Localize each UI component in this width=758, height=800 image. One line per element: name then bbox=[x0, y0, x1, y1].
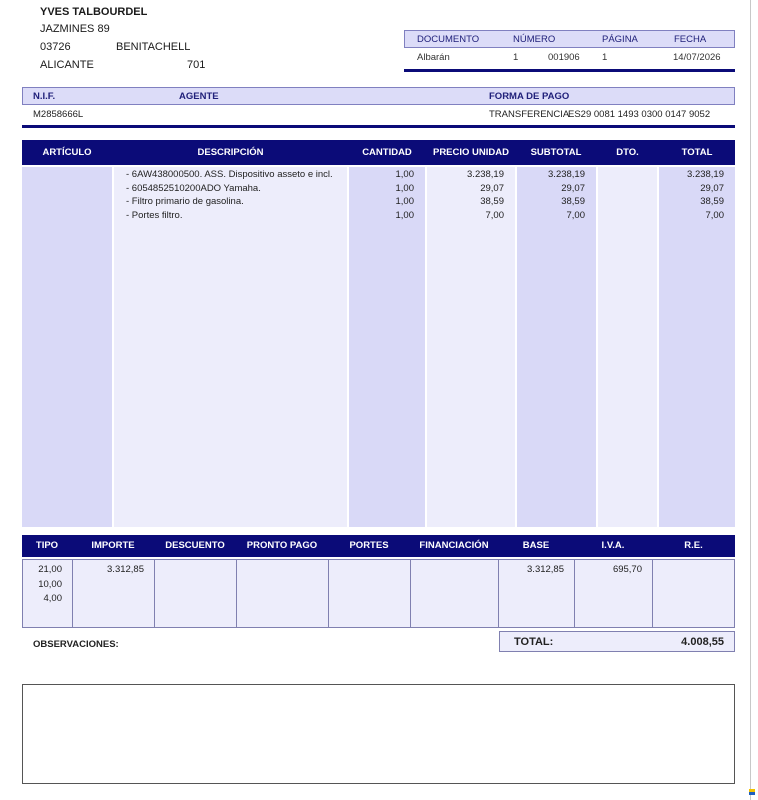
item-cantidad: 1,00 bbox=[395, 169, 414, 180]
billing-underline bbox=[22, 125, 735, 128]
grand-total-box bbox=[499, 631, 735, 652]
billing-value-iban: ES29 0081 1493 0300 0147 9052 bbox=[568, 109, 711, 120]
totals-header-pronto-pago: PRONTO PAGO bbox=[246, 540, 318, 551]
item-subtotal: 3.238,19 bbox=[548, 169, 585, 180]
sender-city: BENITACHELL bbox=[116, 41, 191, 53]
totals-header-portes: PORTES bbox=[349, 540, 389, 551]
item-descripcion: - Filtro primario de gasolina. bbox=[126, 196, 244, 207]
item-cantidad: 1,00 bbox=[395, 209, 414, 221]
billing-header-nif: N.I.F. bbox=[33, 91, 56, 102]
observaciones-label: OBSERVACIONES: bbox=[33, 639, 119, 650]
item-total: 38,59 bbox=[700, 196, 724, 207]
items-header-cantidad: CANTIDAD bbox=[362, 147, 412, 158]
item-total: 29,07 bbox=[700, 182, 724, 194]
totals-tipo-10: 10,00 bbox=[38, 578, 62, 590]
billing-value-forma-pago: TRANSFERENCIA bbox=[489, 109, 570, 120]
totals-importe: 3.312,85 bbox=[107, 564, 144, 575]
grand-total-value: 4.008,55 bbox=[681, 636, 724, 648]
item-subtotal: 38,59 bbox=[561, 196, 585, 207]
items-header-descripcion: DESCRIPCIÓN bbox=[197, 147, 264, 158]
sender-province: ALICANTE bbox=[40, 59, 94, 71]
billing-value-nif: M2858666L bbox=[33, 109, 84, 120]
totals-divider bbox=[236, 559, 237, 628]
doc-value-documento: Albarán bbox=[417, 52, 450, 63]
items-header-subtotal: SUBTOTAL bbox=[530, 147, 582, 158]
item-descripcion: - 6054852510200ADO Yamaha. bbox=[126, 182, 261, 194]
document-header bbox=[404, 30, 735, 48]
totals-header-financiacion: FINANCIACIÓN bbox=[419, 540, 489, 551]
doc-header-pagina: PÁGINA bbox=[602, 34, 638, 45]
totals-header-tipo: TIPO bbox=[35, 540, 59, 551]
totals-header-iva: I.V.A. bbox=[601, 540, 625, 551]
doc-header-fecha: FECHA bbox=[674, 34, 707, 45]
doc-value-numero: 001906 bbox=[548, 52, 580, 63]
totals-table-header bbox=[22, 535, 735, 557]
totals-divider bbox=[652, 559, 653, 628]
page-edge bbox=[750, 0, 751, 800]
sender-street: JAZMINES 89 bbox=[40, 23, 110, 35]
items-header-dto: DTO. bbox=[616, 147, 639, 158]
item-cantidad: 1,00 bbox=[395, 196, 414, 207]
billing-header-agente: AGENTE bbox=[179, 91, 219, 102]
item-precio: 7,00 bbox=[485, 209, 504, 221]
billing-header bbox=[22, 87, 735, 105]
item-total: 7,00 bbox=[705, 209, 724, 221]
item-total: 3.238,19 bbox=[687, 169, 724, 180]
doc-value-fecha: 14/07/2026 bbox=[673, 52, 721, 63]
totals-divider bbox=[328, 559, 329, 628]
totals-iva: 695,70 bbox=[612, 564, 642, 575]
doc-header-numero: NÚMERO bbox=[513, 34, 556, 45]
item-descripcion: - 6AW438000500. ASS. Dispositivo asseto e incl. bbox=[126, 169, 333, 180]
totals-base: 3.312,85 bbox=[527, 564, 564, 575]
billing-header-forma-pago: FORMA DE PAGO bbox=[489, 91, 570, 102]
doc-value-pagina: 1 bbox=[602, 52, 608, 63]
items-table-header bbox=[22, 140, 735, 165]
grand-total-label: TOTAL: bbox=[514, 636, 554, 648]
totals-header-base: BASE bbox=[522, 540, 550, 551]
totals-header-descuento: DESCUENTO bbox=[165, 540, 225, 551]
items-header-articulo: ARTÍCULO bbox=[42, 147, 92, 158]
totals-divider bbox=[154, 559, 155, 628]
items-col-dto bbox=[598, 167, 657, 527]
document-underline bbox=[404, 69, 735, 72]
item-precio: 38,59 bbox=[480, 196, 504, 207]
sender-province-code: 701 bbox=[187, 59, 206, 71]
item-subtotal: 29,07 bbox=[561, 182, 585, 194]
item-descripcion: - Portes filtro. bbox=[126, 209, 183, 221]
totals-divider bbox=[410, 559, 411, 628]
totals-header-re: R.E. bbox=[684, 540, 703, 551]
totals-tipo-21: 21,00 bbox=[38, 564, 62, 575]
doc-header-documento: DOCUMENTO bbox=[417, 34, 480, 45]
totals-header-importe: IMPORTE bbox=[91, 540, 135, 551]
totals-tipo-4: 4,00 bbox=[43, 593, 62, 604]
item-subtotal: 7,00 bbox=[566, 209, 585, 221]
doc-value-serie: 1 bbox=[513, 52, 519, 63]
items-header-precio: PRECIO UNIDAD bbox=[432, 147, 509, 158]
item-precio: 29,07 bbox=[480, 182, 504, 194]
sender-name: YVES TALBOURDEL bbox=[40, 6, 148, 18]
items-col-articulo bbox=[22, 167, 112, 527]
sender-postal-code: 03726 bbox=[40, 41, 71, 53]
item-precio: 3.238,19 bbox=[467, 169, 504, 180]
item-cantidad: 1,00 bbox=[395, 182, 414, 194]
observaciones-box[interactable] bbox=[22, 684, 735, 784]
items-header-total: TOTAL bbox=[681, 147, 713, 158]
corner-mark-icon bbox=[749, 789, 755, 795]
